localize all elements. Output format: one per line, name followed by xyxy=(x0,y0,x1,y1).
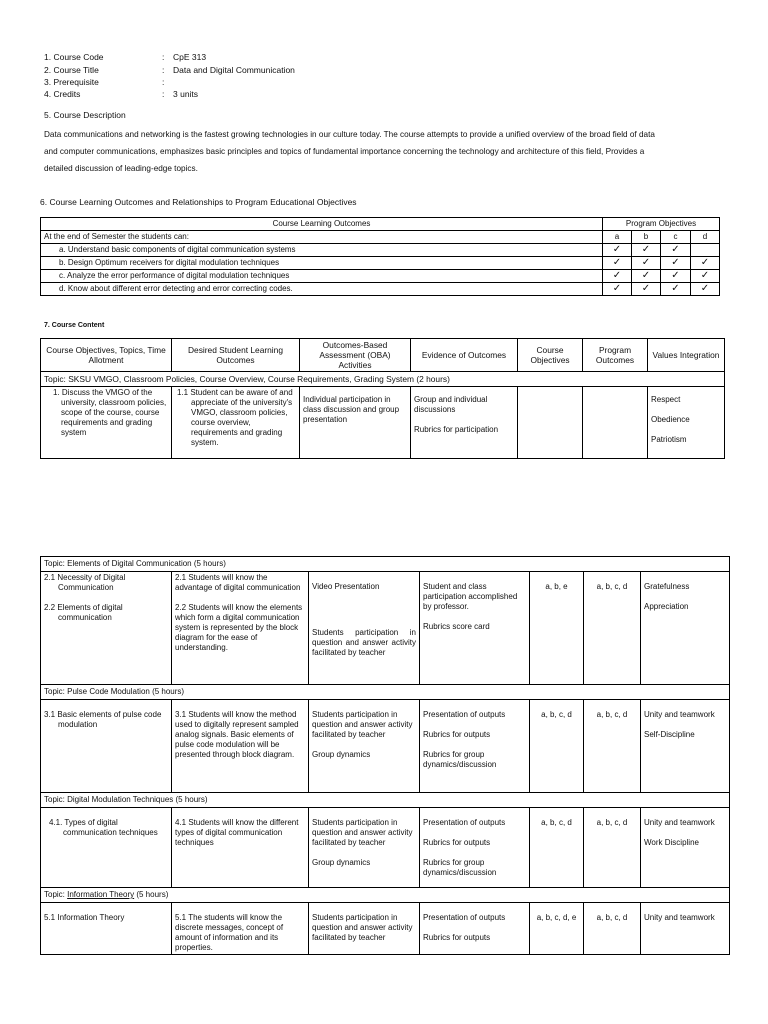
colon: : xyxy=(162,89,165,99)
outcome-text: 2.1 Students will know the advantage of digital communication xyxy=(175,573,301,592)
topic-title: Topic: Digital Modulation Techniques (5 hours) xyxy=(41,793,730,808)
description-line: detailed discussion of leading-edge topics. xyxy=(44,164,198,173)
objective-text: 1. Discuss the VMGO of the university, classroom policies, scope of the course, course requirements and grading system xyxy=(53,388,167,437)
check-mark: ✓ xyxy=(632,257,661,270)
oba-text: Students participation in question and answer activity facilitated by teacher xyxy=(312,913,413,942)
check-mark: ✓ xyxy=(603,283,632,296)
course-description xyxy=(44,126,734,177)
evidence-text: Presentation of outputs xyxy=(423,913,506,922)
course-content-table-2 xyxy=(40,556,730,955)
value-text: Patriotism xyxy=(651,435,687,444)
clo-intro: At the end of Semester the students can: xyxy=(41,231,603,244)
course-objectives-cell: a, b, c, d xyxy=(530,700,584,793)
colon: : xyxy=(162,52,165,62)
program-outcomes-cell: a, b, c, d xyxy=(584,700,641,793)
credits-value: 3 units xyxy=(173,89,199,99)
course-code-value: CpE 313 xyxy=(173,52,207,62)
table-row xyxy=(41,808,730,888)
objective-text: 5.1 Information Theory xyxy=(44,913,125,922)
clo-row xyxy=(41,257,720,270)
course-code-label: 1. Course Code xyxy=(44,52,104,62)
check-mark: ✓ xyxy=(691,270,720,283)
oba-text: Group dynamics xyxy=(312,750,371,759)
po-letter: a xyxy=(603,231,632,244)
check-mark: ✓ xyxy=(661,270,691,283)
check-mark: ✓ xyxy=(691,283,720,296)
course-content-table xyxy=(40,338,725,459)
clo-row xyxy=(41,244,720,257)
course-objectives-cell: a, b, c, d xyxy=(530,808,584,888)
oba-text: Individual participation in class discussion and group presentation xyxy=(300,387,411,459)
evidence-text: Rubrics for participation xyxy=(414,425,499,434)
topic-prefix: Topic: xyxy=(44,890,68,899)
clo-text: b. Design Optimum receivers for digital modulation techniques xyxy=(41,257,603,270)
objective-text: 4.1. Types of digital communication techniques xyxy=(49,818,158,837)
check-mark: ✓ xyxy=(661,283,691,296)
po-letter: d xyxy=(691,231,720,244)
value-text: Gratefulness xyxy=(644,582,690,591)
course-title-label: 2. Course Title xyxy=(44,65,99,75)
clo-text: d. Know about different error detecting and error correcting codes. xyxy=(41,283,603,296)
course-objectives-cell: a, b, c, d, e xyxy=(530,903,584,955)
value-text: Respect xyxy=(651,395,681,404)
outcome-text: 4.1 Students will know the different types of digital communication techniques xyxy=(175,818,299,847)
oba-text: Group dynamics xyxy=(312,858,371,867)
colon: : xyxy=(162,77,165,87)
col-header: Program Outcomes xyxy=(583,339,648,372)
topic-title: Topic: Pulse Code Modulation (5 hours) xyxy=(41,685,730,700)
evidence-text: Rubrics for outputs xyxy=(423,838,491,847)
prerequisite-label: 3. Prerequisite xyxy=(44,77,99,87)
oba-text: Students participation in question and answer activity facilitated by teacher xyxy=(312,710,413,739)
course-content-heading: 7. Course Content xyxy=(44,322,105,329)
value-text: Appreciation xyxy=(644,602,689,611)
topic-title xyxy=(41,888,730,903)
evidence-text: Rubrics score card xyxy=(423,622,490,631)
evidence-text: Rubrics for group dynamics/discussion xyxy=(423,858,497,877)
check-mark: ✓ xyxy=(661,244,691,257)
table-row xyxy=(41,700,730,793)
value-text: Work Discipline xyxy=(644,838,699,847)
colon: : xyxy=(162,65,165,75)
value-text: Unity and teamwork xyxy=(644,710,715,719)
clo-row xyxy=(41,270,720,283)
outcome-text: 5.1 The students will know the discrete messages, concept of amount of information and its properties. xyxy=(175,913,284,952)
course-title-value: Data and Digital Communication xyxy=(173,65,295,75)
table-row xyxy=(41,903,730,955)
program-outcomes-cell: a, b, c, d xyxy=(584,572,641,685)
outcome-text: 2.2 Students will know the elements which form a digital communication system is represented by the block diagram for the ease of understanding. xyxy=(175,603,303,652)
program-outcomes-cell xyxy=(583,387,648,459)
description-line: and computer communications, emphasizes basic principles and topics of fundamental importance concerning the technology and architecture of this field, Provides a xyxy=(44,147,645,156)
oba-text: Students participation in question and answer activity facilitated by teacher xyxy=(312,818,413,847)
check-mark: ✓ xyxy=(603,270,632,283)
clo-header: Course Learning Outcomes xyxy=(41,218,603,231)
clo-text: c. Analyze the error performance of digital modulation techniques xyxy=(41,270,603,283)
evidence-text: Presentation of outputs xyxy=(423,710,506,719)
topic-suffix: (5 hours) xyxy=(134,890,169,899)
topic-link[interactable]: Information Theory xyxy=(67,890,135,899)
check-mark: ✓ xyxy=(691,257,720,270)
outcome-text: 3.1 Students will know the method used to digitally represent sampled analog signals. Basic elements of pulse code modulation will be presented through block diagram. xyxy=(175,710,299,759)
objective-text: 2.2 Elements of digital communication xyxy=(44,603,123,622)
course-objectives-cell xyxy=(518,387,583,459)
objective-text: 2.1 Necessity of Digital Communication xyxy=(44,573,126,592)
program-outcomes-cell: a, b, c, d xyxy=(584,903,641,955)
col-header: Desired Student Learning Outcomes xyxy=(172,339,300,372)
oba-text: Video Presentation xyxy=(312,582,380,591)
check-mark: ✓ xyxy=(603,244,632,257)
po-header: Program Objectives xyxy=(603,218,720,231)
check-mark xyxy=(691,244,720,257)
col-header: Course Objectives, Topics, Time Allotment xyxy=(41,339,172,372)
col-header: Values Integration xyxy=(648,339,725,372)
po-letter: c xyxy=(661,231,691,244)
description-line: Data communications and networking is the fastest growing technologies in our culture today. The course attempts to provide a unified overview of the broad field of data xyxy=(44,130,655,139)
evidence-text: Rubrics for outputs xyxy=(423,933,491,942)
check-mark: ✓ xyxy=(603,257,632,270)
clo-heading: 6. Course Learning Outcomes and Relationships to Program Educational Objectives xyxy=(40,197,357,207)
clo-text: a. Understand basic components of digital communication systems xyxy=(41,244,603,257)
clo-row xyxy=(41,283,720,296)
objective-text: 3.1 Basic elements of pulse code modulation xyxy=(44,710,162,729)
col-header: Outcomes-Based Assessment (OBA) Activities xyxy=(300,339,411,372)
credits-label: 4. Credits xyxy=(44,89,81,99)
oba-text: Students participation in question and answer activity facilitated by teacher xyxy=(312,628,416,657)
topic-title: Topic: SKSU VMGO, Classroom Policies, Course Overview, Course Requirements, Grading System (2 hours) xyxy=(41,372,725,387)
program-outcomes-cell: a, b, c, d xyxy=(584,808,641,888)
outcome-text: 1.1 Student can be aware of and appreciate of the university's VMGO, classroom policies, course overview, requirements and grading system. xyxy=(177,388,293,447)
evidence-text: Rubrics for group dynamics/discussion xyxy=(423,750,497,769)
evidence-text: Rubrics for outputs xyxy=(423,730,491,739)
col-header: Course Objectives xyxy=(518,339,583,372)
topic-title: Topic: Elements of Digital Communication (5 hours) xyxy=(41,557,730,572)
check-mark: ✓ xyxy=(632,244,661,257)
evidence-text: Group and individual discussions xyxy=(414,395,488,414)
value-text: Unity and teamwork xyxy=(644,913,715,922)
description-heading: 5. Course Description xyxy=(44,110,126,120)
check-mark: ✓ xyxy=(632,270,661,283)
value-text: Obedience xyxy=(651,415,690,424)
po-letter: b xyxy=(632,231,661,244)
check-mark: ✓ xyxy=(661,257,691,270)
col-header: Evidence of Outcomes xyxy=(411,339,518,372)
clo-table xyxy=(40,217,720,296)
table-row xyxy=(41,572,730,685)
table-row xyxy=(41,387,725,459)
evidence-text: Student and class participation accomplished by professor. xyxy=(423,582,518,611)
check-mark: ✓ xyxy=(632,283,661,296)
value-text: Self-Discipline xyxy=(644,730,695,739)
evidence-text: Presentation of outputs xyxy=(423,818,506,827)
value-text: Unity and teamwork xyxy=(644,818,715,827)
course-objectives-cell: a, b, e xyxy=(530,572,584,685)
